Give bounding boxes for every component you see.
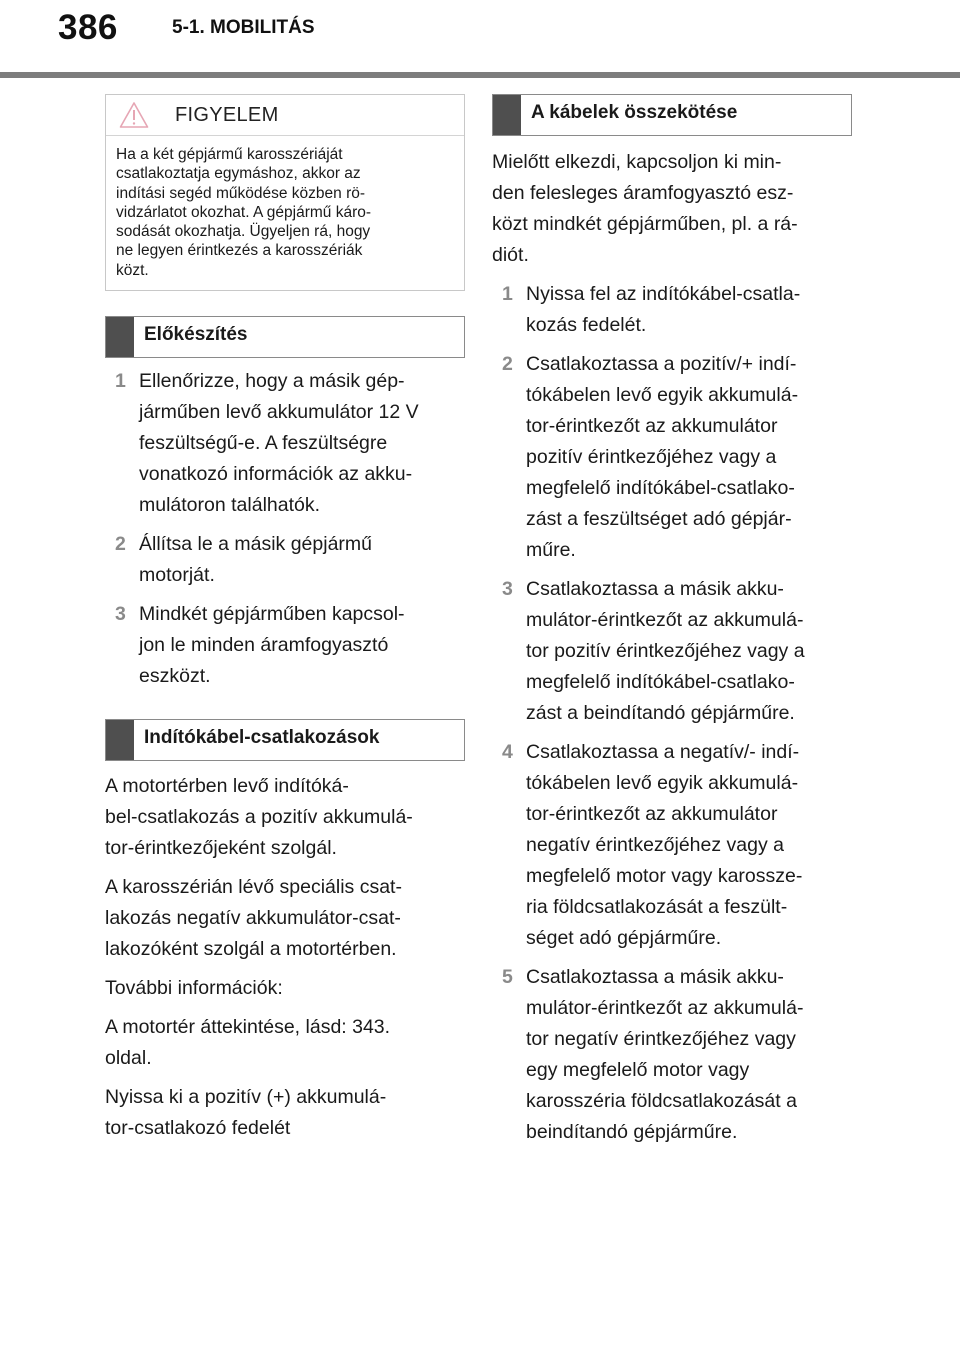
- paragraph: [105, 1082, 465, 1144]
- step-item: [105, 366, 465, 521]
- section-title: 5-1. MOBILITÁS: [172, 17, 315, 38]
- step-line: megfelelő motor vagy karossze-: [526, 865, 803, 887]
- step-line: tor-érintkezőt az akkumulátor: [526, 803, 778, 825]
- step-number: 2: [502, 353, 513, 375]
- step-text: [526, 349, 852, 566]
- step-line: zást a feszültséget adó gépjár-: [526, 508, 792, 530]
- step-number: 3: [502, 578, 513, 600]
- step-number: 5: [502, 966, 513, 988]
- step-line: kozás fedelét.: [526, 314, 647, 336]
- text-line: oldal.: [105, 1047, 152, 1070]
- step-line: motorját.: [139, 564, 215, 587]
- text-line: tor-érintkezőjeként szolgál.: [105, 837, 337, 860]
- warning-box: [105, 94, 465, 291]
- heading-marker: [106, 317, 134, 357]
- heading-connections-title: Indítókábel-csatlakozások: [144, 727, 380, 749]
- step-line: Ellenőrizze, hogy a másik gép-: [139, 370, 405, 393]
- step-line: Csatlakoztassa a pozitív/+ indí-: [526, 353, 797, 375]
- text-line: Nyissa ki a pozitív (+) akkumulá-: [105, 1086, 387, 1109]
- step-item: [105, 529, 465, 591]
- step-line: Csatlakoztassa a negatív/- indí-: [526, 741, 800, 763]
- step-line: megfelelő indítókábel-csatlako-: [526, 671, 795, 693]
- step-number: 1: [115, 370, 126, 393]
- step-text: [139, 366, 465, 521]
- step-line: mulátor-érintkezőt az akkumulá-: [526, 997, 804, 1019]
- step-text: [139, 599, 465, 692]
- text-line: Mielőtt elkezdi, kapcsoljon ki min-: [492, 151, 782, 173]
- step-line: egy megfelelő motor vagy: [526, 1059, 750, 1081]
- step-line: tókábelen levő egyik akkumulá-: [526, 772, 799, 794]
- step-line: járműben levő akkumulátor 12 V: [139, 401, 419, 424]
- heading-marker: [106, 720, 134, 760]
- step-line: tor pozitív érintkezőjéhez vagy a: [526, 640, 805, 662]
- left-column: [105, 94, 465, 1152]
- heading-cables-title: A kábelek összekötése: [531, 102, 738, 123]
- text-line: A motortér áttekintése, lásd: 343.: [105, 1016, 391, 1039]
- step-line: Állítsa le a másik gépjármű: [139, 533, 373, 556]
- step-number: 3: [115, 603, 126, 626]
- step-line: karosszéria földcsatlakozását a: [526, 1090, 797, 1112]
- text-line: bel-csatlakozás a pozitív akkumulá-: [105, 806, 413, 829]
- step-line: zást a beindítandó gépjárműre.: [526, 702, 795, 724]
- text-line: den felesleges áramfogyasztó esz-: [492, 182, 794, 204]
- paragraph: [492, 147, 852, 271]
- step-item: [492, 737, 852, 954]
- text-line: közt mindkét gépjárműben, pl. a rá-: [492, 213, 798, 235]
- warning-line: Ha a két gépjármű karosszériáját: [116, 146, 343, 163]
- preparation-steps: [105, 366, 465, 692]
- step-line: tókábelen levő egyik akkumulá-: [526, 384, 799, 406]
- heading-preparation-title: Előkészítés: [144, 324, 248, 346]
- step-line: megfelelő indítókábel-csatlako-: [526, 477, 795, 499]
- step-text: [526, 737, 852, 954]
- step-line: séget adó gépjárműre.: [526, 927, 722, 949]
- step-line: feszültségű-e. A feszültségre: [139, 432, 388, 455]
- step-line: jon le minden áramfogyasztó: [139, 634, 389, 657]
- step-item: [105, 599, 465, 692]
- text-line: diót.: [492, 244, 529, 266]
- step-line: műre.: [526, 539, 576, 561]
- paragraph: [105, 973, 465, 1004]
- warning-text: [106, 136, 464, 290]
- text-line: lakozás negatív akkumulátor-csat-: [105, 907, 401, 930]
- step-line: beindítandó gépjárműre.: [526, 1121, 738, 1143]
- connections-body: [105, 771, 465, 1144]
- heading-marker: [493, 95, 521, 135]
- cables-steps: [492, 279, 852, 1148]
- step-line: Nyissa fel az indítókábel-csatla-: [526, 283, 801, 305]
- paragraph: [105, 872, 465, 965]
- warning-line: vidzárlatot okozhat. A gépjármű káro-: [116, 203, 372, 221]
- step-line: mulátoron találhatók.: [139, 494, 321, 517]
- step-line: tor negatív érintkezőjéhez vagy: [526, 1028, 796, 1050]
- step-item: [492, 349, 852, 566]
- step-item: [492, 962, 852, 1148]
- right-column: [492, 94, 852, 1156]
- text-line: tor-csatlakozó fedelét: [105, 1117, 291, 1140]
- text-line: További információk:: [105, 977, 283, 1000]
- page-header: [0, 0, 960, 80]
- warning-title: FIGYELEM: [175, 103, 279, 126]
- warning-line: indítási segéd működése közben rö-: [116, 184, 366, 202]
- step-line: Csatlakoztassa a másik akku-: [526, 578, 784, 600]
- warning-triangle-icon: [106, 95, 162, 135]
- step-line: Mindkét gépjárműben kapcsol-: [139, 603, 405, 626]
- text-line: A motortérben levő indítóká-: [105, 775, 349, 798]
- step-line: tor-érintkezőt az akkumulátor: [526, 415, 778, 437]
- warning-header: [106, 95, 464, 136]
- text-line: A karosszérián lévő speciális csat-: [105, 876, 402, 899]
- warning-line: ne legyen érintkezés a karosszériák: [116, 242, 363, 260]
- step-line: eszközt.: [139, 665, 211, 688]
- step-line: mulátor-érintkezőt az akkumulá-: [526, 609, 804, 631]
- warning-line: közt.: [116, 261, 149, 279]
- step-line: pozitív érintkezőjéhez vagy a: [526, 446, 777, 468]
- step-number: 4: [502, 741, 513, 763]
- heading-connections: [105, 719, 465, 761]
- step-line: Csatlakoztassa a másik akku-: [526, 966, 784, 988]
- step-item: [492, 574, 852, 729]
- paragraph: [105, 1012, 465, 1074]
- heading-cables: [492, 94, 852, 136]
- cables-intro: [492, 147, 852, 271]
- step-text: [526, 279, 852, 341]
- warning-line: sodását okozhatja. Ügyeljen rá, hogy: [116, 223, 371, 241]
- step-item: [492, 279, 852, 341]
- header-rule: [0, 72, 960, 78]
- warning-line: csatlakoztatja egymáshoz, akkor az: [116, 165, 361, 183]
- step-text: [526, 574, 852, 729]
- paragraph: [105, 771, 465, 864]
- text-line: lakozóként szolgál a motortérben.: [105, 938, 397, 961]
- step-line: negatív érintkezőjéhez vagy a: [526, 834, 784, 856]
- step-line: vonatkozó információk az akku-: [139, 463, 413, 486]
- step-number: 1: [502, 283, 513, 305]
- step-text: [526, 962, 852, 1148]
- heading-preparation: [105, 316, 465, 358]
- page-number: 386: [58, 8, 118, 47]
- step-text: [139, 529, 465, 591]
- step-line: ria földcsatlakozását a feszült-: [526, 896, 788, 918]
- step-number: 2: [115, 533, 126, 556]
